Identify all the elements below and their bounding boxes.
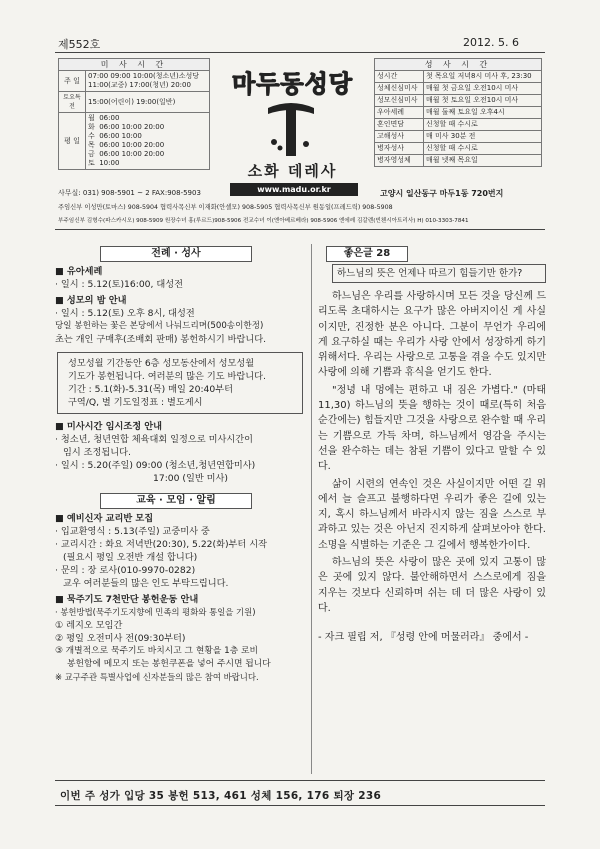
weekday-day: 월	[88, 114, 95, 122]
weekday-time: 10:00	[99, 159, 120, 167]
weekday-time: 06:00 10:00 20:00	[99, 123, 165, 131]
article-source: - 자크 필립 저, 『성령 안에 머물러라』 중에서 -	[318, 632, 529, 644]
weekday-time: 06:00	[99, 114, 120, 122]
baptism-detail: · 일시 : 5.12(토)16:00, 대성전	[55, 279, 183, 290]
weekday-day: 목	[88, 141, 95, 149]
weekday-row	[88, 150, 207, 159]
service-row	[375, 95, 542, 107]
article-paragraph: 삶이 시련의 연속인 것은 사실이지만 어떤 길 위에서 늘 슬프고 불행하다면 우리가 좋은 길에 있는지, 혹시 하느님께서 바라시지 않는 짐을 스스로 부과하고 있는 것은 아닌지 진지하게 살펴보아야 한다. 소명을 식별하는 기준은 그 길에서 행복한가이다.	[318, 478, 546, 551]
mass-change-detail: · 청소년, 청년연합 체육대회 일정으로 미사시간이	[55, 434, 253, 445]
right-column	[318, 246, 546, 646]
weekday-time: 06:00 10:00 20:00	[99, 141, 165, 149]
baptism-heading: ■ 유아세례	[55, 265, 305, 278]
article-paragraph: 하느님은 우리를 사랑하시며 모든 것을 당신께 드리도록 초대하시는 요구가 많은 아버지이신 게 사실이지만, 진정한 분은 아니다. 그분이 무언가 우리에게 요구하실 때는 우리가 사랑 안에서 성장하게 하기 위해서다. 우리는 사랑으로 고통을 겪을 수도 있지만 사랑에 의해 기쁨과 휴식을 얻기도 한다.	[318, 291, 546, 379]
section-education-header: 교육 · 모임 · 알림	[100, 493, 252, 509]
weekday-day: 수	[88, 132, 95, 140]
service-row	[375, 107, 542, 119]
bottom-divider	[55, 805, 545, 806]
good-writing-tag: 좋은글 28	[326, 246, 408, 262]
church-address: 고양시 일산동구 마두1동 720번지	[380, 189, 504, 198]
may-prayer-box	[57, 352, 303, 414]
weekday-row	[88, 159, 207, 168]
mary-night-flowers: 당일 봉헌하는 꽃은 본당에서 나눠드리며(500송이한정)	[55, 321, 264, 331]
church-subtitle: 소화 데레사	[247, 162, 338, 180]
hymn-numbers: 이번 주 성가 입당 35 봉헌 513, 461 성체 156, 176 퇴장 236	[60, 790, 382, 802]
catechism-detail: (필요시 평일 오전반 개설 합니다)	[63, 552, 198, 563]
service-value: 매월 넷째 목요일	[424, 155, 542, 167]
sunday-times-2: 11:00(교중) 17:00(청년) 20:00	[88, 81, 191, 89]
service-value: 매월 첫 금요일 오전10시 미사	[424, 83, 542, 95]
header-divider	[55, 229, 545, 230]
section-liturgy-header: 전례 · 성사	[100, 246, 252, 262]
service-value: 매월 첫 토요일 오전10시 미사	[424, 95, 542, 107]
rosary-detail: · 봉헌방법(묵주기도지향에 민족의 평화와 통일을 기원)	[55, 607, 256, 617]
top-divider	[55, 52, 545, 53]
sunday-times-1: 07:00 09:00 10:00(청소년)소성당	[88, 72, 200, 80]
mass-schedule-table	[58, 58, 210, 170]
service-value: 첫 목요일 저녁8시 미사 후, 23:30	[424, 71, 542, 83]
church-name: 마두동성당	[232, 70, 353, 98]
weekday-row	[88, 132, 207, 141]
footer-divider	[55, 780, 545, 781]
issue-number: 제552호	[58, 38, 101, 51]
rosary-note: ※ 교구주관 특별사업에 신자분들의 많은 참여 바랍니다.	[55, 672, 259, 682]
weekday-day: 토	[88, 159, 95, 167]
catechism-contact: · 문의 : 장 로사(010-9970-0282)	[55, 565, 196, 576]
rosary-step: ① 레지오 모임간	[55, 620, 123, 631]
rosary-step: ③ 개별적으로 묵주기도 바치시고 그 현황을 1층 로비	[55, 646, 259, 656]
weekday-label: 평 일	[59, 113, 86, 170]
service-row	[375, 143, 542, 155]
mass-change-detail: 임시 조정됩니다.	[63, 447, 131, 458]
mary-night-date: · 일시 : 5.12(토) 오후 8시, 대성전	[55, 308, 195, 319]
weekday-times	[86, 113, 210, 170]
service-label: 혼인면담	[375, 119, 424, 131]
service-label: 병자성사	[375, 143, 424, 155]
service-value: 매 미사 30분 전	[424, 131, 542, 143]
saturday-label: 토요특전	[59, 92, 86, 113]
service-label: 고해성사	[375, 131, 424, 143]
catechism-detail: · 교리시간 : 화요 저녁반(20:30), 5.22(화)부터 시작	[55, 539, 267, 550]
may-prayer-period: 기간 : 5.1(화)-5.31(목) 매일 20:40부터	[68, 384, 233, 395]
rosary-heading: ■ 묵주기도 7천만단 봉헌운동 안내	[55, 593, 305, 606]
service-value: 신청할 때 수시로	[424, 143, 542, 155]
issue-date: 2012. 5. 6	[463, 36, 519, 49]
article-paragraph: 하느님의 뜻은 사랑이 많은 곳에 있지 고통이 많은 곳에 있지 않다. 불안해하면서 스스로에게 짐을 지우는 것보다 신뢰하며 쉬는 데 더 많은 사랑이 있다.	[318, 557, 546, 614]
may-prayer-text: 성모성월 기간동안 6층 성모동산에서 성모성월	[68, 358, 255, 369]
weekday-time: 06:00 10:00 20:00	[99, 150, 165, 158]
cross-icon	[266, 98, 316, 158]
service-row	[375, 119, 542, 131]
service-title: 성 사 시 간	[375, 59, 542, 71]
weekday-row	[88, 141, 207, 150]
office-contact: 사무실: 031) 908-5901 ~ 2 FAX:908-5903	[58, 189, 201, 197]
mass-title: 미 사 시 간	[59, 59, 210, 71]
mary-night-candles: 초는 개인 구매후(조배회 판매) 봉헌하시기 바랍니다.	[55, 334, 267, 345]
service-row	[375, 155, 542, 167]
may-prayer-text: 기도가 봉헌됩니다. 여러분의 많은 기도 바랍니다.	[68, 371, 266, 382]
weekday-time: 06:00 10:00	[99, 132, 142, 140]
service-label: 성시간	[375, 71, 424, 83]
service-row	[375, 71, 542, 83]
saturday-times: 15:00(어린이) 19:00(일반)	[86, 92, 210, 113]
mass-change-date: 17:00 (일반 미사)	[153, 473, 228, 484]
weekday-row	[88, 123, 207, 132]
left-column	[55, 246, 305, 684]
staff-contact: 부주임신부 김형수(파스카시오) 908-5909 원장수녀 홍(루르드)908-5906 전교수녀 이(엔아베르베라) 908-5906 엔에레 김갈렌(빈첸시아트리사) H) 010-3303-7841	[58, 218, 469, 224]
may-prayer-schedule: 구역/Q, 별 기도일정표 : 별도게시	[68, 397, 203, 408]
mass-change-date: · 일시 : 5.20(주일) 09:00 (청소년,청년연합미사)	[55, 460, 256, 471]
service-row	[375, 131, 542, 143]
weekday-day: 금	[88, 150, 95, 158]
sunday-label: 주 일	[59, 71, 86, 92]
rosary-step: ② 평일 오전미사 전(09:30부터)	[55, 633, 186, 644]
rosary-step: 봉헌함에 메모지 또는 봉헌쿠폰을 넣어 주시면 됩니다	[67, 659, 271, 669]
service-label: 성모신심미사	[375, 95, 424, 107]
mass-change-heading: ■ 미사시간 임시조정 안내	[55, 420, 305, 433]
article-question: 하느님의 뜻은 언제나 따르기 힘들기만 한가?	[332, 264, 546, 283]
catechism-detail: 교우 여러분들의 많은 인도 부탁드립니다.	[63, 578, 229, 589]
service-row	[375, 83, 542, 95]
service-label: 병자영성체	[375, 155, 424, 167]
service-value: 신청할 때 수시로	[424, 119, 542, 131]
weekday-day: 화	[88, 123, 95, 131]
website-url[interactable]: www.madu.or.kr	[230, 183, 358, 196]
priest-contact: 주임신부 이성만(토마스) 908-5904 협력사목신부 이재화(안셀모) 908-5905 협력사목신부 원동일(프레드릭) 908-5908	[58, 204, 393, 211]
service-label: 우아세례	[375, 107, 424, 119]
catechism-heading: ■ 예비신자 교리반 모집	[55, 512, 305, 525]
column-divider	[311, 244, 312, 774]
sunday-times	[86, 71, 210, 92]
sacrament-schedule-table	[374, 58, 542, 167]
service-value: 매월 둘째 토요일 오후4시	[424, 107, 542, 119]
weekday-row	[88, 114, 207, 123]
article-paragraph: "정녕 내 멍에는 편하고 내 짐은 가볍다." (마태 11,30) 하느님의 뜻을 행하는 것이 때로(특히 처음 순간에는) 힘들지만 그것을 사랑으로 완수할 때 우리는 기쁨으로 가득 차며, 하느님께서 영감을 주시는 선을 완수하는 데는 참된 기쁨이 있다고 말할 수 있다.	[318, 384, 546, 473]
service-label: 성체신심미사	[375, 83, 424, 95]
mary-night-heading: ■ 성모의 밤 안내	[55, 294, 305, 307]
catechism-detail: · 입교환영식 : 5.13(주일) 교중미사 중	[55, 526, 210, 537]
